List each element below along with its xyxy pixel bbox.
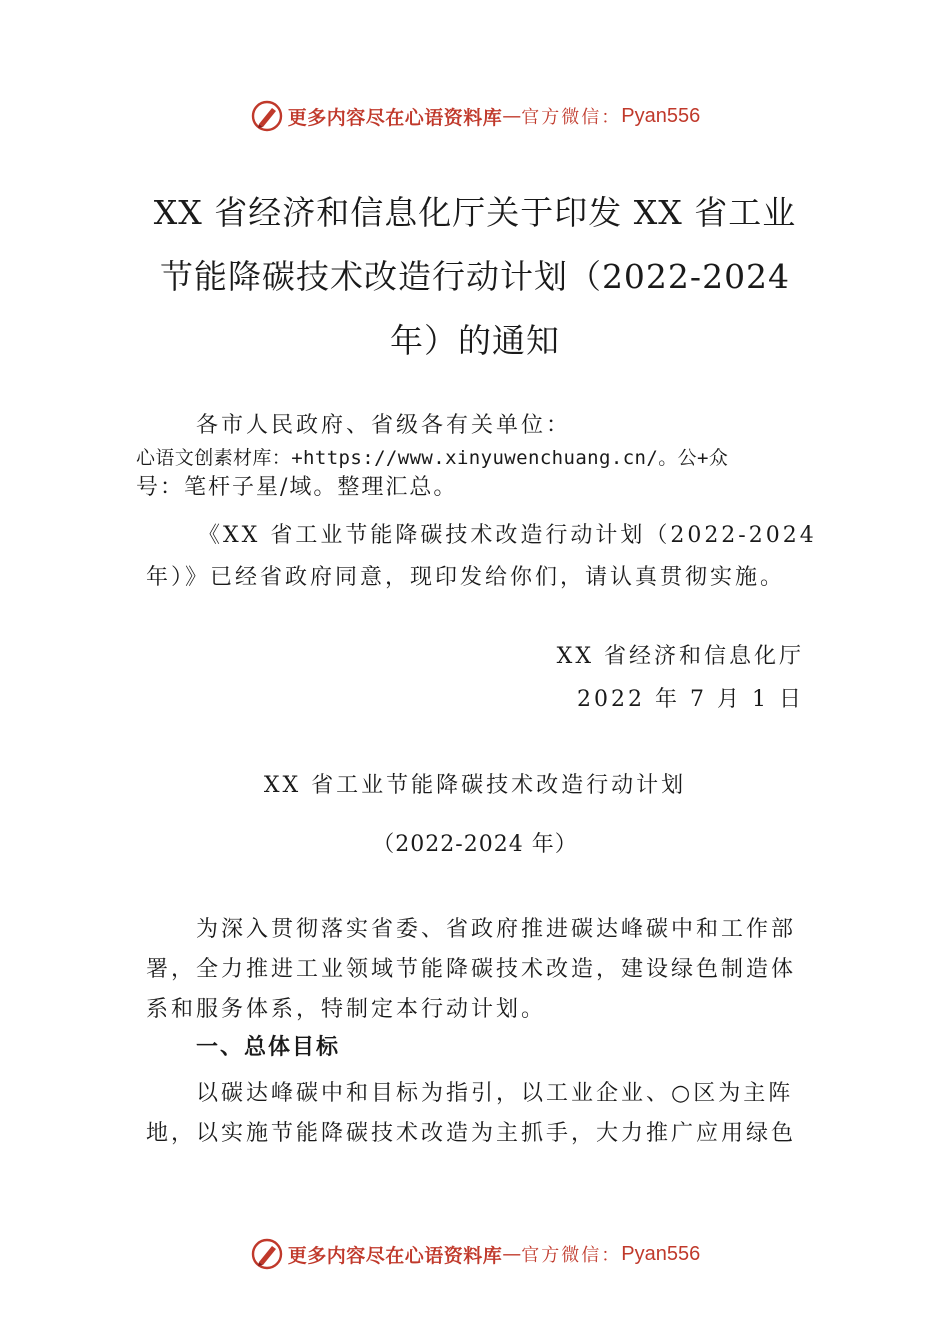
banner-wechat-id: Pyan556	[621, 1242, 701, 1265]
notice-line-1: 《XX 省工业节能降碳技术改造行动计划（2022-2024	[198, 523, 817, 548]
plan-title: XX 省工业节能降碳技术改造行动计划	[263, 773, 687, 798]
header-watermark-banner	[0, 96, 950, 136]
plan-years: （2022-2024 年）	[372, 832, 578, 857]
issuer: XX 省经济和信息化厅	[556, 644, 804, 669]
banner-separator: —	[502, 105, 522, 127]
intro-line-2: 署，全力推进工业领域节能降碳技术改造，建设绿色制造体	[146, 957, 797, 982]
banner-text: 更多内容尽在心语资料库	[287, 1244, 503, 1267]
banner-separator: —	[502, 1243, 522, 1265]
banner-wechat-label: 官方微信：	[521, 1245, 622, 1266]
issue-date: 2022 年 7 月 1 日	[577, 687, 804, 712]
source-line-1: 心语文创素材库：+https://www.xinyuwenchuang.cn/。公+众	[136, 447, 729, 469]
goal-line-1: 以碳达峰碳中和目标为指引，以工业企业、○区为主阵	[196, 1081, 794, 1106]
salutation: 各市人民政府、省级各有关单位：	[196, 413, 572, 438]
footer-watermark-banner	[0, 1234, 950, 1274]
goal-line-2: 地，以实施节能降碳技术改造为主抓手，大力推广应用绿色	[146, 1121, 797, 1146]
intro-line-3: 系和服务体系，特制定本行动计划。	[146, 997, 547, 1022]
section-1-heading: 一、总体目标	[196, 1035, 341, 1060]
document-title-line-3: 年）的通知	[390, 321, 560, 360]
pen-logo-icon	[250, 99, 284, 133]
document-title-line-2: 节能降碳技术改造行动计划（2022-2024	[159, 257, 791, 296]
banner-wechat-label: 官方微信：	[521, 107, 622, 128]
document-title-line-1: XX 省经济和信息化厅关于印发 XX 省工业	[153, 193, 797, 232]
notice-line-2: 年）》已经省政府同意，现印发给你们，请认真贯彻实施。	[146, 565, 786, 590]
intro-line-1: 为深入贯彻落实省委、省政府推进碳达峰碳中和工作部	[196, 917, 797, 942]
banner-wechat-id: Pyan556	[621, 104, 701, 127]
pen-logo-icon	[250, 1237, 284, 1271]
source-line-2: 号：笔杆子星/域。整理汇总。	[136, 475, 458, 500]
banner-text: 更多内容尽在心语资料库	[287, 106, 503, 129]
